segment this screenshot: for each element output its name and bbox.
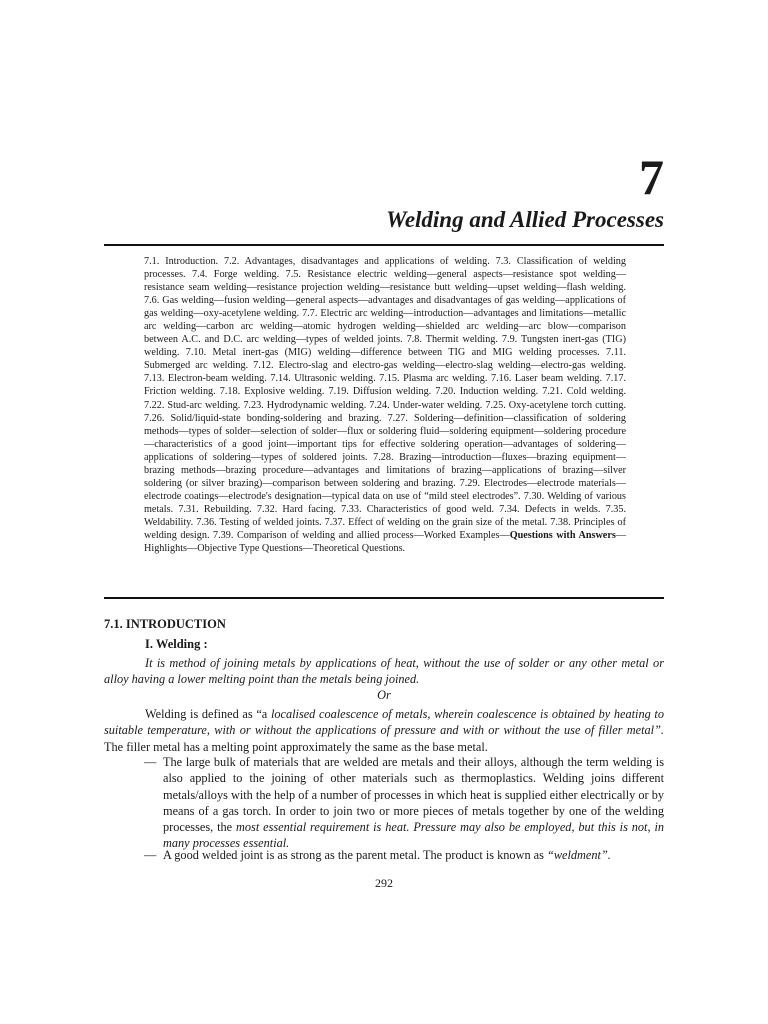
chapter-title: Welding and Allied Processes bbox=[386, 207, 664, 232]
bottom-rule bbox=[104, 597, 664, 599]
subheading: I. Welding : bbox=[145, 637, 208, 651]
top-rule bbox=[104, 244, 664, 246]
contents-bold-tail: Questions with Answers bbox=[509, 529, 616, 541]
bullet-text-plain: A good welded joint is as strong as the parent metal. The product is known as bbox=[163, 848, 547, 862]
bullet-dash: — bbox=[144, 848, 157, 862]
contents-tail: —Highlights—Objective Type Questions—Theoretical Questions. bbox=[144, 529, 626, 555]
section-heading: 7.1. INTRODUCTION bbox=[104, 617, 226, 631]
chapter-number: 7 bbox=[639, 149, 664, 205]
definition-2-tail: The filler metal has a melting point approximately the same as the base metal. bbox=[104, 739, 488, 754]
bullet-text-italic: “weldment”. bbox=[546, 848, 611, 862]
or-separator: Or bbox=[377, 688, 391, 702]
bullet-text-plain: The large bulk of materials that are welded are metals and their alloys, although the term welding is also applied to the joining of other materials such as thermoplastics. Welding joins different metals/alloys with the help of a number of processes in which heat is supplied either electrically or by means of a gas torch. In order to join two or more pieces of metals together by one of the welding processes, the bbox=[163, 755, 664, 835]
bullet-item bbox=[144, 847, 664, 863]
definition-2-lead: Welding is defined as “a bbox=[145, 707, 271, 721]
bullet-text bbox=[163, 754, 664, 852]
bullet-item bbox=[144, 754, 664, 852]
bullet-text bbox=[163, 847, 664, 863]
definition-2-italic: localised coalescence of metals, wherein coalescence is obtained by heating to suitable temperature, with or without the applications of pressure and with or without the use of filler metal”. bbox=[104, 707, 664, 738]
definition-paragraph-2 bbox=[104, 706, 664, 755]
contents-text: 7.1. Introduction. 7.2. Advantages, disadvantages and applications of welding. 7.3. Classification of welding processes. 7.4. Forge welding. 7.5. Resistance electric welding—general aspects—resistance spot welding—resistance seam welding—resistance projection welding—resistance butt welding—upset welding—flash welding. 7.6. Gas welding—fusion welding—general aspects—advantages and disadvantages of gas welding—applications of gas welding—oxy-acetylene welding. 7.7. Electric arc welding—introduction—advantages and limitations—metallic arc welding—carbon arc welding—atomic hydrogen welding—shielded arc welding—arc blow—comparison between A.C. and D.C. arc welding—types of welded joints. 7.8. Thermit welding. 7.9. Tungsten inert-gas (TIG) welding. 7.10. Metal inert-gas (MIG) welding—difference between TIG and MIG welding processes. 7.11. Submerged arc welding. 7.12. Electro-slag and electro-gas welding—electro-slag welding—electro-gas welding. 7.13. Electron-beam welding. 7.14. Ultrasonic welding. 7.15. Plasma arc welding. 7.16. Laser beam welding. 7.17. Friction welding. 7.18. Explosive welding. 7.19. Diffusion welding. 7.20. Induction welding. 7.21. Cold welding. 7.22. Stud-arc welding. 7.23. Hydrodynamic welding. 7.24. Under-water welding. 7.25. Oxy-acetylene torch cutting. 7.26. Solid/liquid-state bonding-soldering and brazing. 7.27. Soldering—definition—classification of soldering methods—types of solder—selection of solder—flux or soldering fluid—soldering equipment—soldering procedure—characteristics of a good joint—important tips for effective soldering operation—advantages of soldering—applications of soldering—types of soldered joints. 7.28. Brazing—introduction—fluxes—brazing equipment—brazing methods—brazing procedure—advantages and limitations of brazing—applications of brazing—silver soldering (or silver brazing)—comparison between soldering and brazing. 7.29. Electrodes—electrode materials—electrode coatings—electrode's designation—typical data on use of “mild steel electrodes”. 7.30. Welding of various metals. 7.31. Rebuilding. 7.32. Hard facing. 7.33. Characteristics of good weld. 7.34. Defects in welds. 7.35. Weldability. 7.36. Testing of welded joints. 7.37. Effect of welding on the grain size of the metal. 7.38. Principles of welding design. 7.39. Comparison of welding and allied process—Worked Examples— bbox=[144, 256, 626, 541]
definition-paragraph-1: It is method of joining metals by applications of heat, without the use of solder or any other metal or alloy having a lower melting point than the metals being joined. bbox=[104, 656, 664, 687]
bullet-dash: — bbox=[144, 755, 157, 769]
chapter-contents bbox=[144, 255, 626, 555]
page-number: 292 bbox=[375, 876, 393, 890]
bullet-text-italic: most essential requirement is heat. Pressure may also be employed, but this is not, in many processes essential. bbox=[163, 820, 665, 851]
